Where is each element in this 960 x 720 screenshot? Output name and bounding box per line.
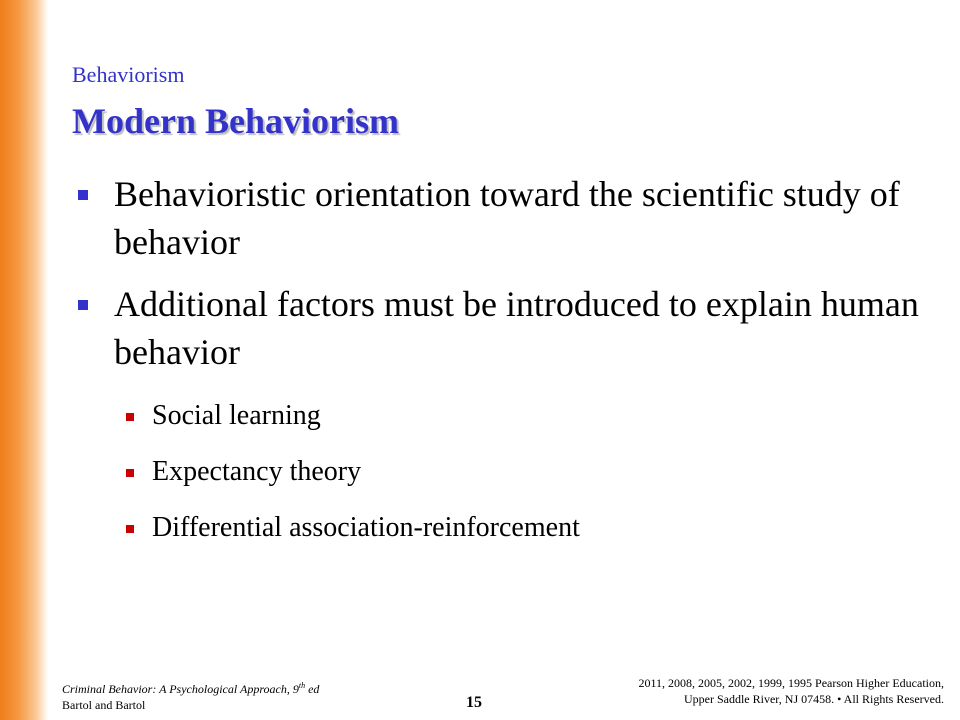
- sub-bullet-item: [70, 510, 930, 546]
- sub-bullet-text: Expectancy theory: [152, 456, 362, 487]
- sub-bullet-text: Social learning: [152, 400, 321, 431]
- square-bullet-icon: [78, 300, 88, 310]
- bullet-text: Additional factors must be introduced to explain human behavior: [114, 284, 919, 372]
- slide-title: Modern Behaviorism: [72, 101, 399, 141]
- square-sub-bullet-icon: [126, 413, 134, 421]
- footer-book-title: Criminal Behavior: A Psychological Approach, 9th ed: [62, 681, 320, 696]
- footer-copyright: [638, 675, 944, 707]
- bullet-item: [70, 280, 930, 376]
- square-sub-bullet-icon: [126, 525, 134, 533]
- copyright-line-2: Upper Saddle River, NJ 07458. • All Rights Reserved.: [683, 692, 944, 706]
- sub-bullet-item: [70, 454, 930, 490]
- sub-bullet-text: Differential association-reinforcement: [152, 512, 580, 543]
- square-bullet-icon: [78, 190, 88, 200]
- page-number: 15: [466, 694, 482, 711]
- orange-side-band: [0, 0, 48, 720]
- bullet-text: Behavioristic orientation toward the scientific study of behavior: [114, 174, 900, 262]
- copyright-line-1: 2011, 2008, 2005, 2002, 1999, 1995 Pearson Higher Education,: [638, 676, 944, 690]
- square-sub-bullet-icon: [126, 469, 134, 477]
- bullet-list: [70, 170, 930, 546]
- sub-bullet-item: [70, 398, 930, 434]
- section-label: Behaviorism: [72, 62, 185, 87]
- footer-book-info: [62, 678, 319, 713]
- footer-authors: Bartol and Bartol: [62, 698, 146, 712]
- bullet-item: [70, 170, 930, 266]
